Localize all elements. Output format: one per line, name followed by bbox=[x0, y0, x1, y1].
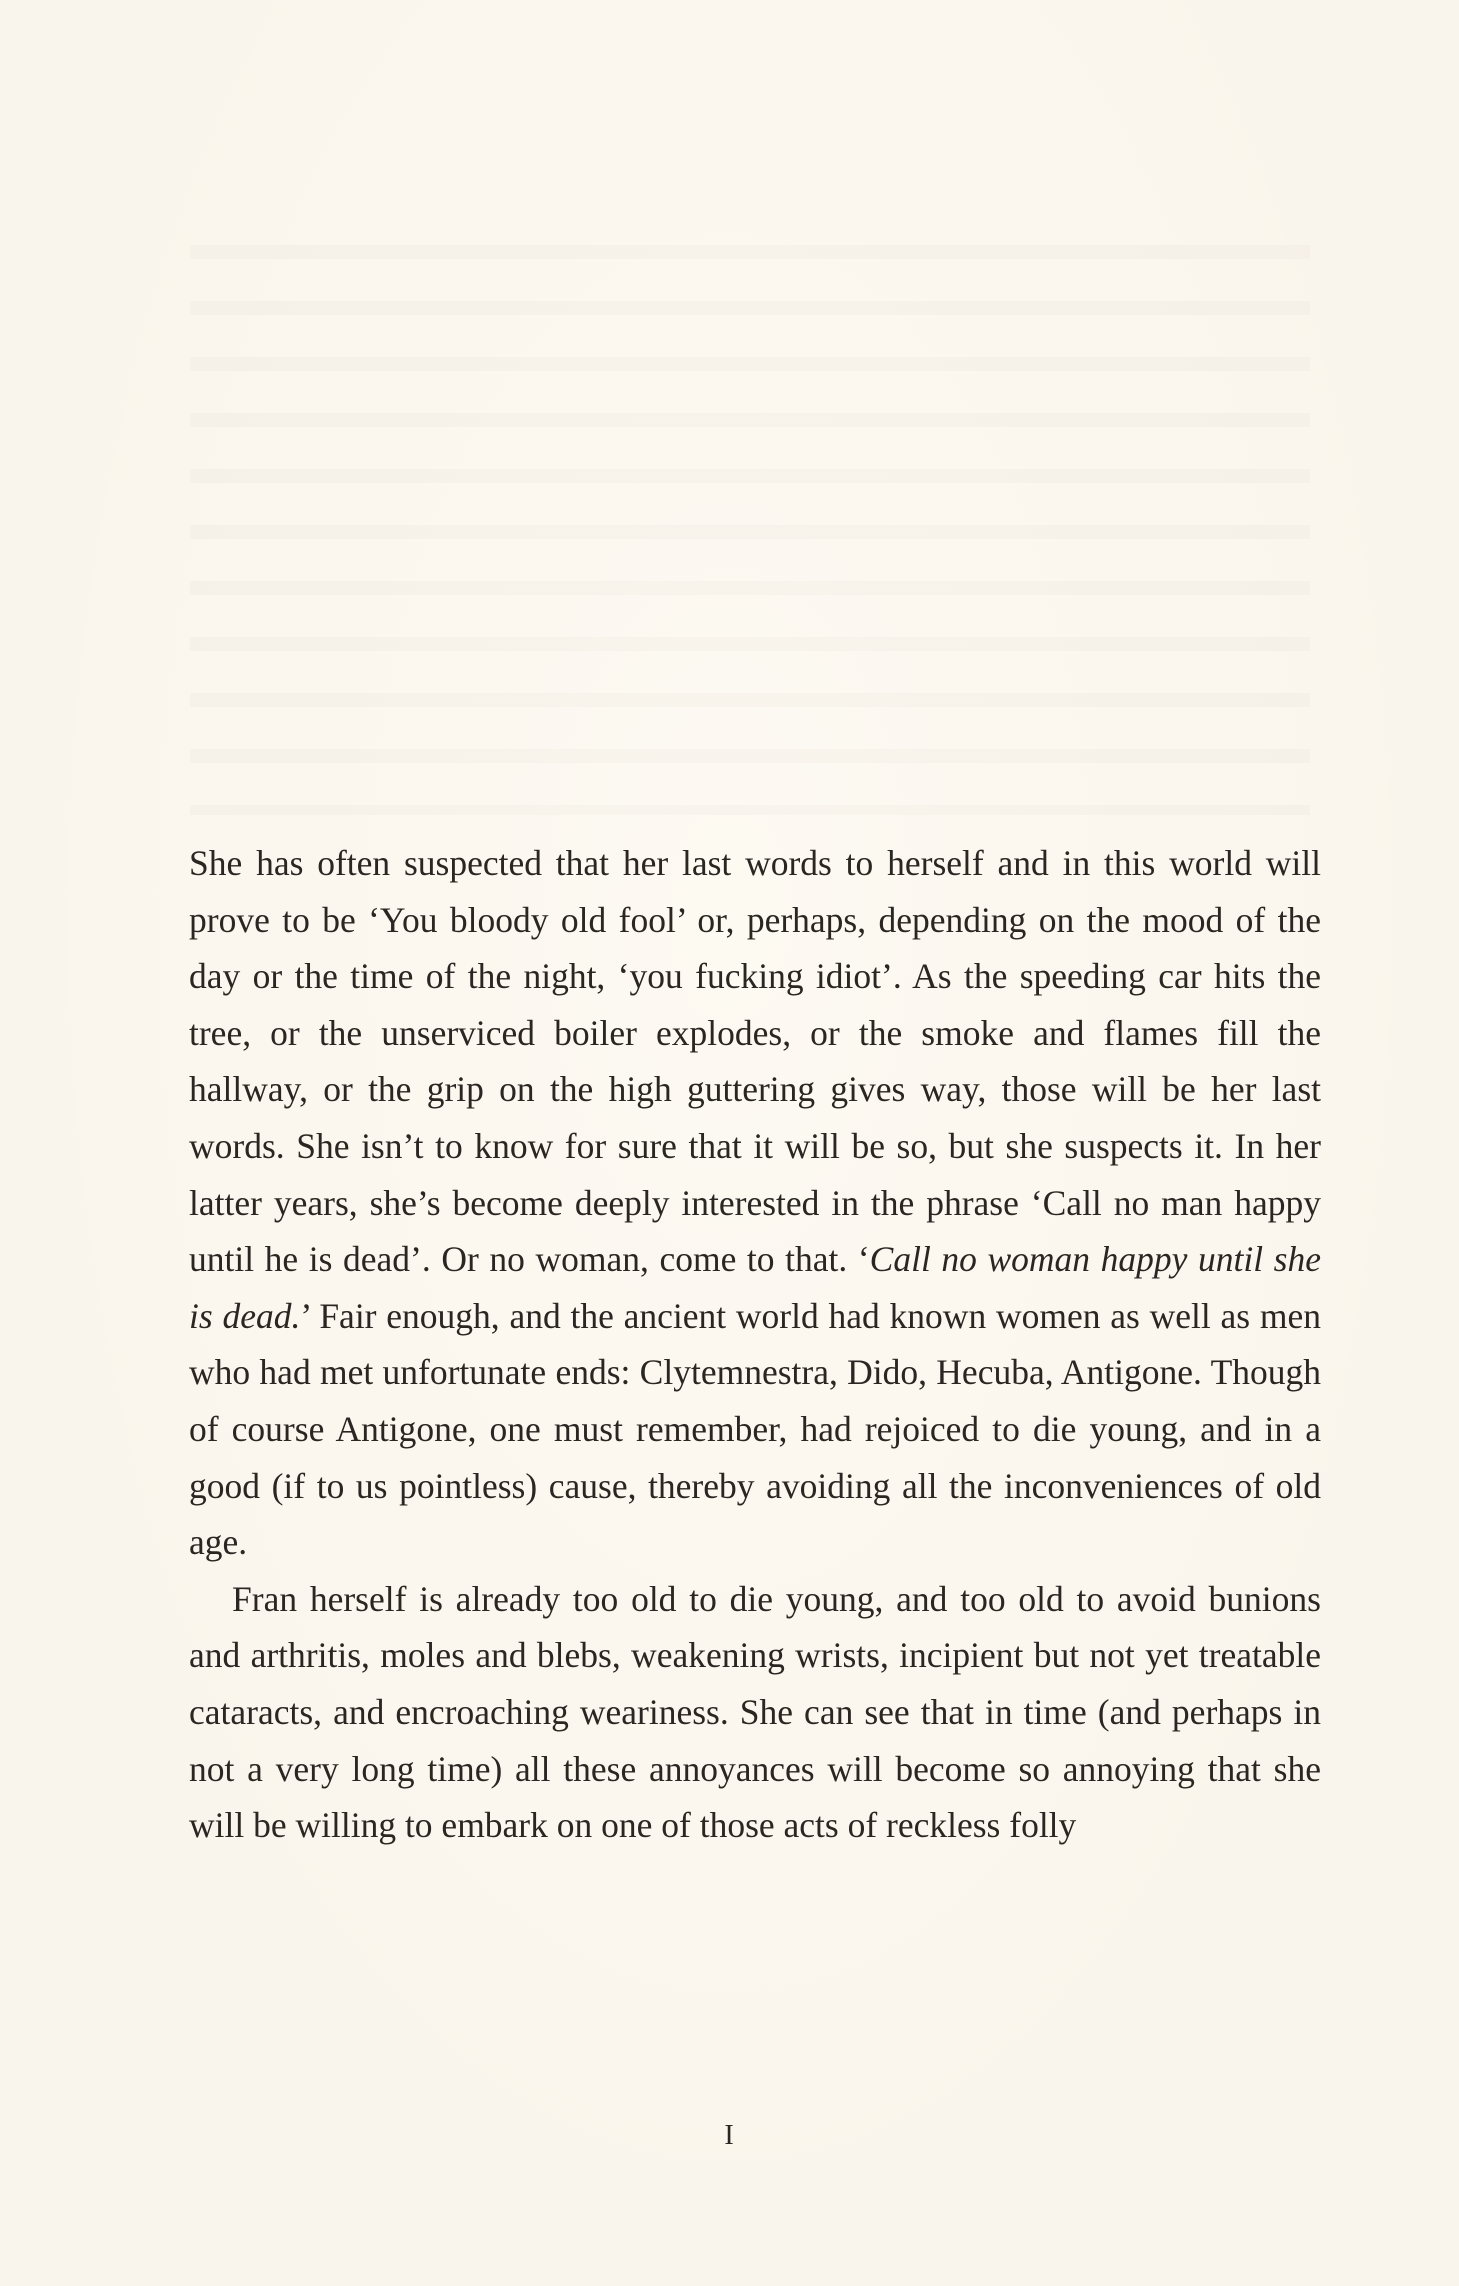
paragraph-2 bbox=[189, 1571, 1321, 1854]
paragraph-1 bbox=[189, 835, 1321, 1571]
page-number: I bbox=[724, 2120, 735, 2151]
paragraph-2-text: Fran herself is already too old to die young, and too old to avoid bunions and arthritis, moles and blebs, weakening wrists, incipient but not yet treatable cataracts, and encroaching weariness. She can see that in time (and perhaps in not a very long time) all these annoyances will become so annoying that she will be willing to embark on one of those acts of reckless folly bbox=[189, 1578, 1321, 1846]
show-through-texture bbox=[190, 215, 1310, 815]
paragraph-1-text: She has often suspected that her last words to herself and in this world will prove to be ‘You bloody old fool’ or, perhaps, depending on the mood of the day or the time of the night, ‘you fucking idiot’. As the speeding car hits the tree, or the unserviced boiler explodes, or the smoke and flames fill the hallway, or the grip on the high guttering gives way, those will be her last words. She isn’t to know for sure that it will be so, but she suspects it. In her latter years, she’s become deeply interested in the phrase ‘Call no man happy until he is dead’. Or no woman, come to that. ‘ bbox=[189, 843, 1321, 1280]
paragraph-1-italic-quote: Call no woman happy until she is dead. bbox=[189, 1239, 1321, 1336]
paragraph-1-text-continued: ’ Fair enough, and the ancient world had known women as well as men who had met unfortunate ends: Clytemnestra, Dido, Hecuba, Antigone. Though of course Antigone, one must remember, had rejoiced to die young, and in a good (if to us pointless) cause, thereby avoiding all the inconveniences of old age. bbox=[189, 1295, 1321, 1563]
body-text bbox=[189, 835, 1321, 1854]
